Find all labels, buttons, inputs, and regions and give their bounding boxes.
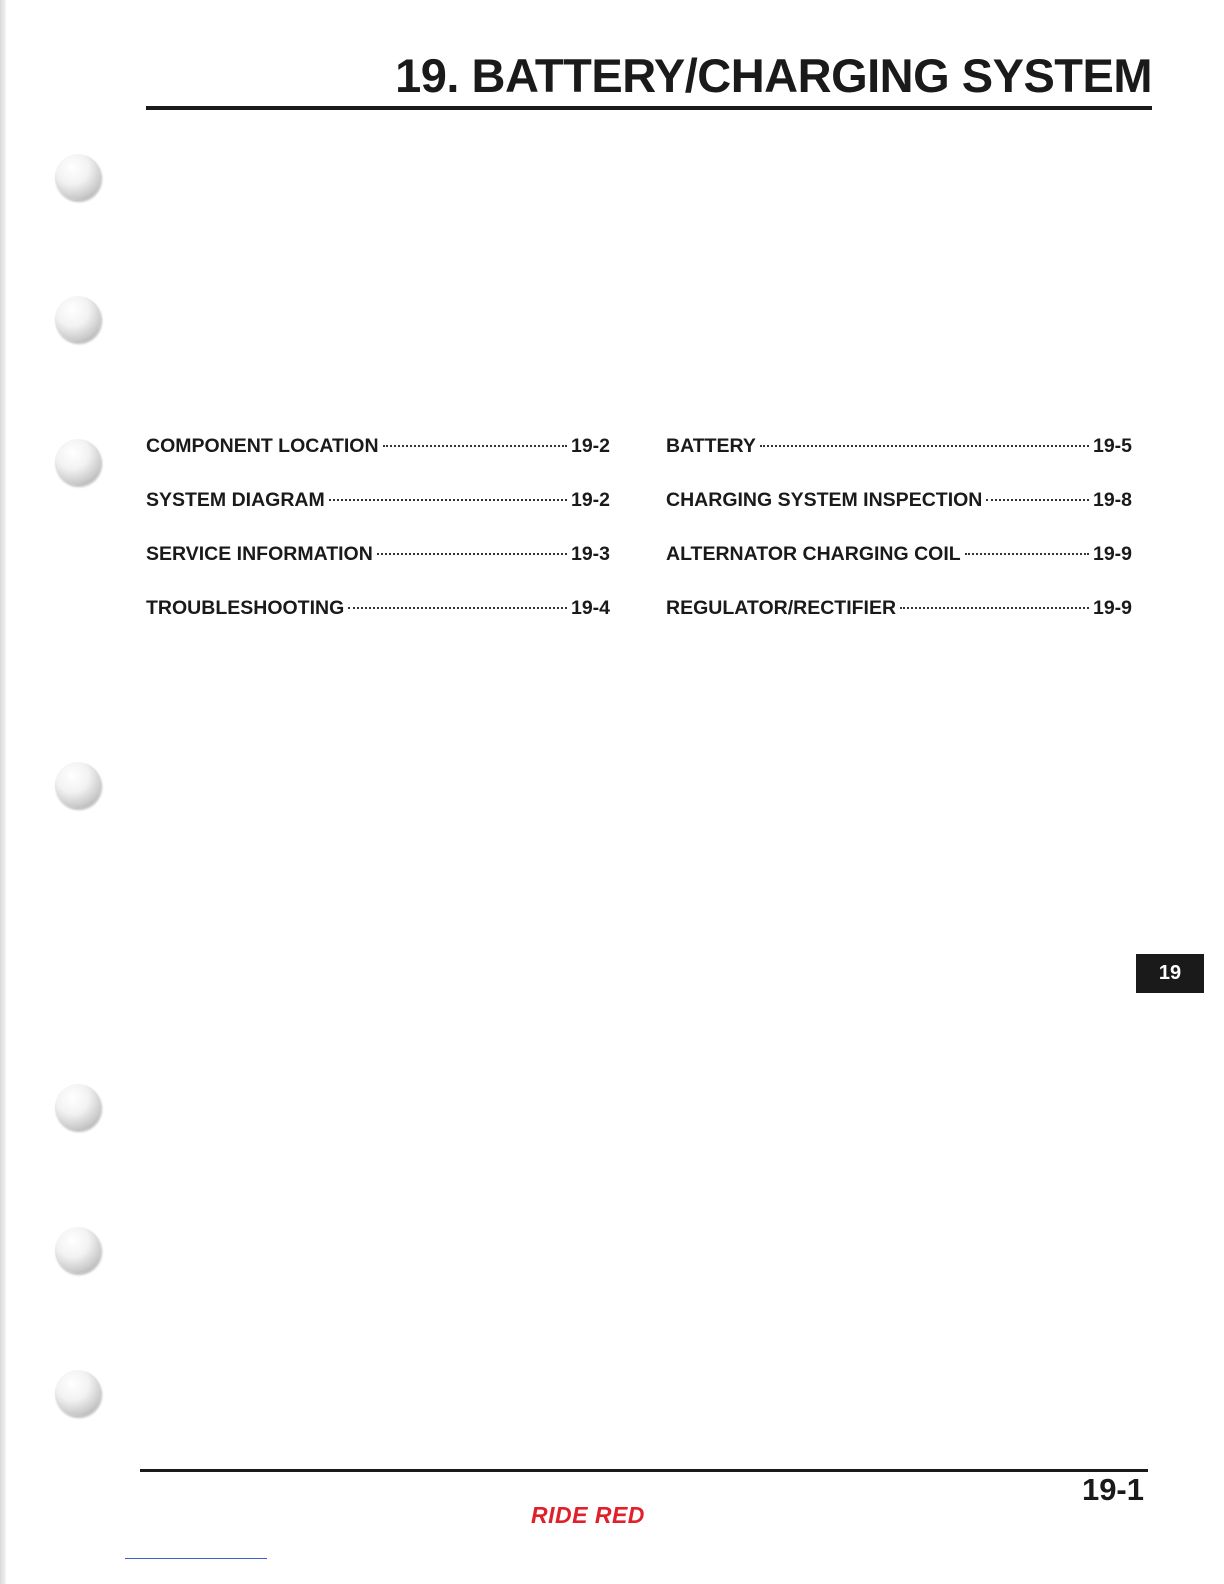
toc-entry-label: BATTERY <box>666 435 756 457</box>
punch-hole-icon <box>55 1084 101 1130</box>
punch-hole-icon <box>55 296 101 342</box>
toc-left-column <box>146 435 610 651</box>
footer-rule <box>140 1469 1148 1472</box>
toc-entry-label: COMPONENT LOCATION <box>146 435 379 457</box>
toc-entry-battery[interactable] <box>666 435 1132 489</box>
toc-right-column <box>666 435 1132 651</box>
toc-leader-dots <box>383 445 567 447</box>
punch-hole-icon <box>55 154 101 200</box>
toc-entry-service-information[interactable] <box>146 543 610 597</box>
section-tab[interactable]: 19 <box>1136 954 1204 993</box>
toc-leader-dots <box>377 553 567 555</box>
toc-entry-label: TROUBLESHOOTING <box>146 597 345 619</box>
toc-entry-page: 19-2 <box>570 489 610 511</box>
toc-leader-dots <box>329 499 567 501</box>
brand-logo: RIDE RED <box>531 1502 645 1528</box>
page-edge <box>0 0 6 1584</box>
toc-entry-page: 19-2 <box>570 435 610 457</box>
title-rule <box>146 106 1152 110</box>
punch-hole-icon <box>55 1370 101 1416</box>
toc-entry-component-location[interactable] <box>146 435 610 489</box>
toc-entry-charging-system-inspection[interactable] <box>666 489 1132 543</box>
punch-hole-icon <box>55 1227 101 1273</box>
toc-entry-label: REGULATOR/RECTIFIER <box>666 597 897 619</box>
toc-leader-dots <box>900 607 1089 609</box>
toc-entry-label: SYSTEM DIAGRAM <box>146 489 325 511</box>
punch-hole-icon <box>55 762 101 808</box>
toc-leader-dots <box>348 607 567 609</box>
page-number: 19-1 <box>1081 1472 1144 1507</box>
toc-entry-page: 19-4 <box>570 597 610 619</box>
toc-entry-page: 19-9 <box>1092 597 1132 619</box>
toc-entry-page: 19-8 <box>1092 489 1132 511</box>
toc-entry-label: SERVICE INFORMATION <box>146 543 373 565</box>
toc-entry-page: 19-5 <box>1092 435 1132 457</box>
toc-entry-label: ALTERNATOR CHARGING COIL <box>666 543 961 565</box>
toc-entry-regulator-rectifier[interactable] <box>666 597 1132 651</box>
toc-entry-troubleshooting[interactable] <box>146 597 610 651</box>
toc-leader-dots <box>965 553 1089 555</box>
chapter-title: 19. BATTERY/CHARGING SYSTEM <box>395 49 1152 102</box>
punch-hole-icon <box>55 439 101 485</box>
toc-leader-dots <box>986 499 1089 501</box>
toc-entry-system-diagram[interactable] <box>146 489 610 543</box>
toc-entry-page: 19-3 <box>570 543 610 565</box>
toc-entry-alternator-charging-coil[interactable] <box>666 543 1132 597</box>
toc-entry-label: CHARGING SYSTEM INSPECTION <box>666 489 983 511</box>
toc-leader-dots <box>760 445 1089 447</box>
toc-entry-page: 19-9 <box>1092 543 1132 565</box>
link-underline[interactable] <box>125 1558 267 1559</box>
